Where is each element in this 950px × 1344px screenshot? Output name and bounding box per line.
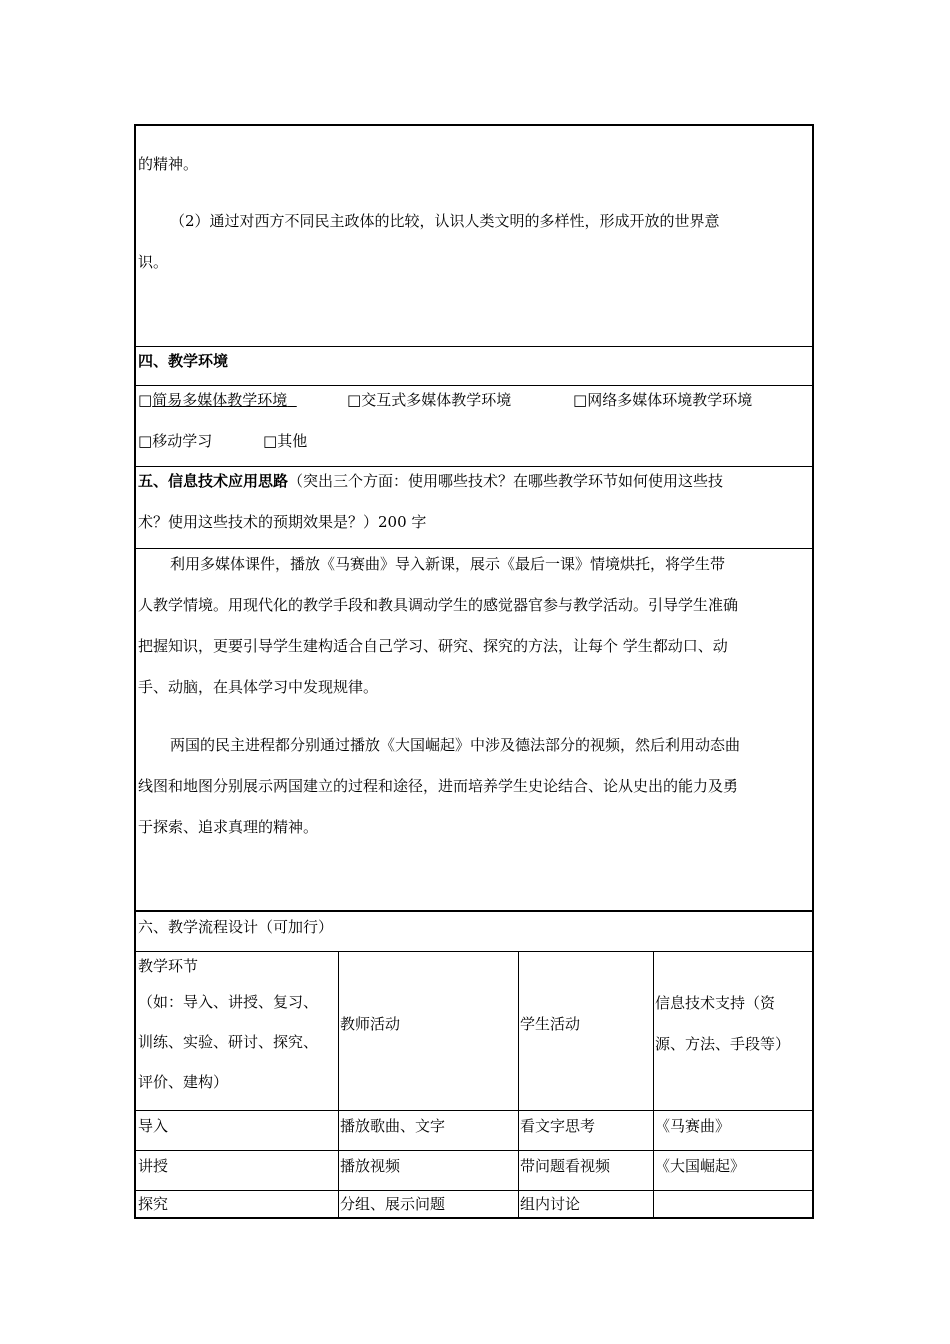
objectives-cell xyxy=(136,126,812,347)
cell-tech: 《马赛曲》 xyxy=(655,1117,731,1135)
tech-plan-p2-line-2: 线图和地图分别展示两国建立的过程和途径，进而培养学生史论结合、论从史出的能力及勇 xyxy=(138,777,739,795)
cell-student: 看文字思考 xyxy=(520,1117,596,1135)
env-option-label: 网络多媒体环境教学环境 xyxy=(587,391,753,409)
environment-heading-cell xyxy=(136,347,812,386)
cell-teacher: 分组、展示问题 xyxy=(340,1195,446,1213)
flow-table xyxy=(134,910,814,1219)
header-teacher: 教师活动 xyxy=(340,1015,401,1033)
env-option-interactive[interactable] xyxy=(347,393,511,408)
environment-options-cell xyxy=(136,386,812,467)
header-stage-line-2: （如：导入、讲授、复习、 xyxy=(138,993,319,1011)
header-stage-line-1: 教学环节 xyxy=(138,957,199,975)
tech-plan-heading: 五、信息技术应用思路 xyxy=(138,472,289,490)
env-option-simple[interactable] xyxy=(138,393,297,408)
cell-student: 带问题看视频 xyxy=(520,1157,611,1175)
cell-teacher: 播放视频 xyxy=(340,1157,401,1175)
environment-heading: 四、教学环境 xyxy=(138,352,229,370)
tech-plan-p2-line-3: 于探索、追求真理的精神。 xyxy=(138,818,319,836)
cell-stage: 导入 xyxy=(138,1117,169,1135)
tech-plan-hint: （突出三个方面：使用哪些技术？在哪些教学环节如何使用这些技 xyxy=(288,472,724,490)
header-tech-line-2: 源、方法、手段等） xyxy=(655,1035,791,1053)
objectives-line-1: 的精神。 xyxy=(138,155,199,173)
header-stage-line-4: 评价、建构） xyxy=(138,1073,229,1091)
cell-stage: 探究 xyxy=(138,1195,169,1213)
cell-tech: 《大国崛起》 xyxy=(655,1157,746,1175)
tech-plan-p1-line-1: 利用多媒体课件，播放《马赛曲》导入新课，展示《最后一课》情境烘托，将学生带 xyxy=(170,555,726,573)
cell-teacher: 播放歌曲、文字 xyxy=(340,1117,446,1135)
objectives-line-3: 识。 xyxy=(138,253,169,271)
table-row xyxy=(136,1191,812,1217)
tech-plan-p2-line-1: 两国的民主进程都分别通过播放《大国崛起》中涉及德法部分的视频，然后利用动态曲 xyxy=(170,736,741,754)
tech-plan-p1-line-4: 手、动脑，在具体学习中发现规律。 xyxy=(138,678,379,696)
flow-heading: 六、教学流程设计（可加行） xyxy=(138,918,334,936)
env-option-label: 移动学习 xyxy=(152,432,213,450)
upper-table xyxy=(134,124,814,912)
checkbox-icon[interactable]: □ xyxy=(263,432,278,450)
env-option-label: 交互式多媒体教学环境 xyxy=(361,391,512,409)
env-option-mobile[interactable] xyxy=(138,434,212,449)
env-option-other[interactable] xyxy=(263,434,307,449)
objectives-line-2: （2）通过对西方不同民主政体的比较，认识人类文明的多样性，形成开放的世界意 xyxy=(170,212,720,230)
table-row xyxy=(136,1111,812,1151)
checkbox-icon[interactable]: □ xyxy=(573,391,588,409)
tech-plan-heading-cell xyxy=(136,467,812,549)
tech-plan-p1-line-3: 把握知识，更要引导学生建构适合自己学习、研究、探究的方法，让每个 学生都动口、动 xyxy=(138,637,728,655)
tech-plan-body-cell xyxy=(136,549,812,910)
env-option-label: 其他 xyxy=(277,432,308,450)
cell-student: 组内讨论 xyxy=(520,1195,581,1213)
checkbox-icon[interactable]: □ xyxy=(347,391,362,409)
env-option-network[interactable] xyxy=(573,393,752,408)
flow-heading-cell xyxy=(136,912,812,952)
flow-header-row xyxy=(136,952,812,1111)
header-tech-line-1: 信息技术支持（资 xyxy=(655,994,776,1012)
header-student: 学生活动 xyxy=(520,1015,581,1033)
tech-plan-heading-line-1 xyxy=(138,474,723,489)
checkbox-icon[interactable]: □ xyxy=(138,432,153,450)
env-option-label: 简易多媒体教学环境 xyxy=(152,391,288,409)
checkbox-icon[interactable]: □ xyxy=(138,391,153,409)
flow-grid xyxy=(136,952,812,1217)
tech-plan-hint-line-2: 术？使用这些技术的预期效果是？）200 字 xyxy=(138,513,427,531)
cell-stage: 讲授 xyxy=(138,1157,169,1175)
table-row xyxy=(136,1151,812,1191)
header-stage-line-3: 训练、实验、研讨、探究、 xyxy=(138,1033,319,1051)
tech-plan-p1-line-2: 人教学情境。用现代化的教学手段和教具调动学生的感觉器官参与教学活动。引导学生准确 xyxy=(138,596,739,614)
